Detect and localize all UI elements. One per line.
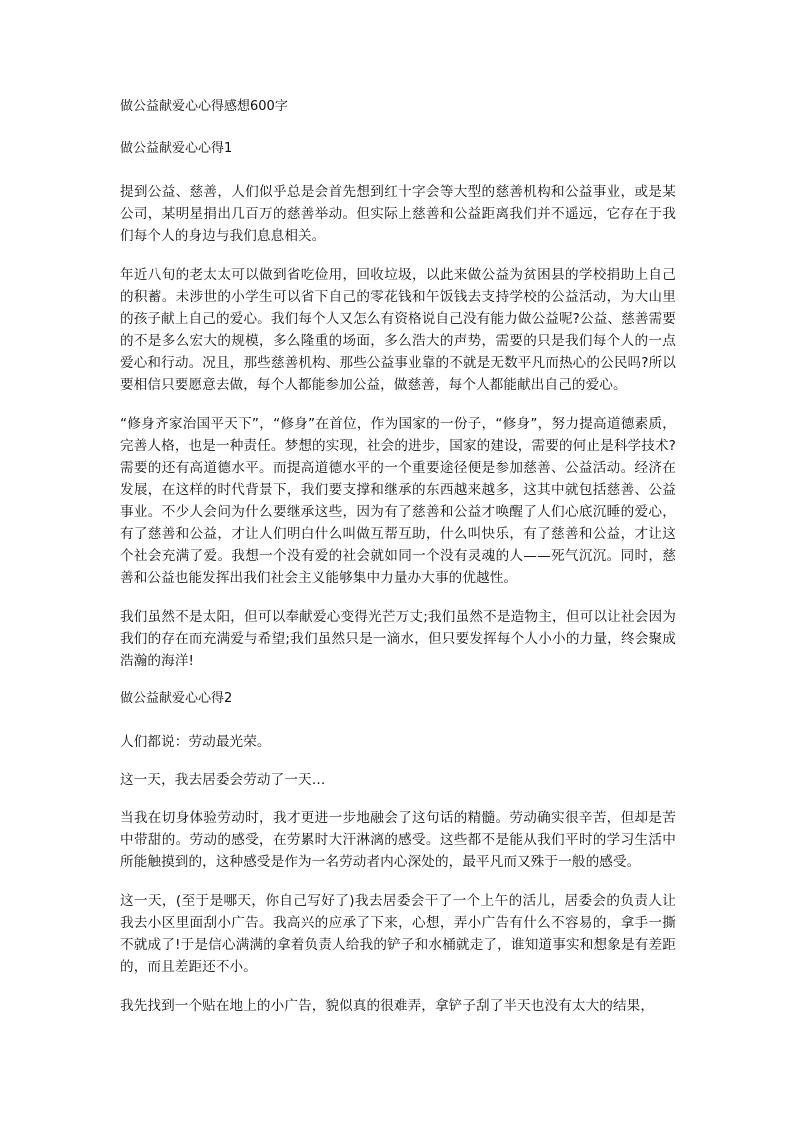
paragraph: “修身齐家治国平天下”，“修身”在首位，作为国家的一份子，“修身”，努力提高道德素质，完善人格，也是一种责任。梦想的实现，社会的进步，国家的建设，需要的何止是科学技术?需要的还有高道德水平。而提高道德水平的一个重要途径便是参加慈善、公益活动。经济在发展，在这样的时代背景下，我们要支撑和继承的东西越来越多，这其中就包括慈善、公益事业。不少人会问为什么要继承这些，因为有了慈善和公益才唤醒了人们心底沉睡的爱心，有了慈善和公益，才让人们明白什么叫做互帮互助，什么叫快乐，有了慈善和公益，才让这个社会充满了爱。我想一个没有爱的社会就如同一个没有灵魂的人——死气沉沉。同时，慈善和公益也能发挥出我们社会主义能够集中力量办大事的优越性。 <box>120 416 676 586</box>
paragraph: 我先找到一个贴在地上的小广告，貌似真的很难弄，拿铲子刮了半天也没有太大的结果， <box>120 998 655 1014</box>
paragraph: 这一天，我去居委会劳动了一天… <box>120 772 326 788</box>
paragraph: 这一天，(至于是哪天，你自己写好了)我去居委会干了一个上午的活儿，居委会的负责人让我去小区里面刮小广告。我高兴的应承了下来，心想，弄小广告有什么不容易的，拿手一撕不就成了!于是信心满满的拿着负责人给我的铲子和水桶就走了，谁知道事实和想象是有差距的，而且差距还不小。 <box>120 893 676 975</box>
paragraph: 我们虽然不是太阳，但可以奉献爱心变得光芒万丈;我们虽然不是造物主，但可以让社会因为我们的存在而充满爱与希望;我们虽然只是一滴水，但只要发挥每个人小小的力量，终会聚成浩瀚的海洋! <box>120 609 676 669</box>
document-title: 做公益献爱心心得感想600字 <box>120 99 288 114</box>
paragraph: 年近八旬的老太太可以做到省吃俭用，回收垃圾，以此来做公益为贫困县的学校捐助上自己的积蓄。未涉世的小学生可以省下自己的零花钱和午饭钱去支持学校的公益活动，为大山里的孩子献上自己的爱心。我们每个人又怎么有资格说自己没有能力做公益呢?公益、慈善需要的不是多么宏大的规模，多么隆重的场面，多么浩大的声势，需要的只是我们每个人的一点爱心和行动。况且，那些慈善机构、那些公益事业靠的不就是无数平凡而热心的公民吗?所以要相信只要愿意去做，每个人都能参加公益，做慈善，每个人都能献出自己的爱心。 <box>120 267 676 393</box>
paragraph: 当我在切身体验劳动时，我才更进一步地融会了这句话的精髓。劳动确实很辛苦，但却是苦中带甜的。劳动的感受，在劳累时大汗淋漓的感受。这些都不是能从我们平时的学习生活中所能触摸到的，这种感受是作为一名劳动者内心深处的，最平凡而又殊于一般的感受。 <box>120 810 676 870</box>
paragraph: 提到公益、慈善，人们似乎总是会首先想到红十字会等大型的慈善机构和公益事业，或是某公司，某明星捐出几百万的慈善举动。但实际上慈善和公益距离我们并不遥远，它存在于我们每个人的身边与我们息息相关。 <box>120 184 676 244</box>
document-page <box>120 97 676 1034</box>
section-heading-2: 做公益献爱心心得2 <box>120 691 233 706</box>
paragraph: 人们都说：劳动最光荣。 <box>120 734 271 750</box>
section-heading-1: 做公益献爱心心得1 <box>120 141 233 156</box>
